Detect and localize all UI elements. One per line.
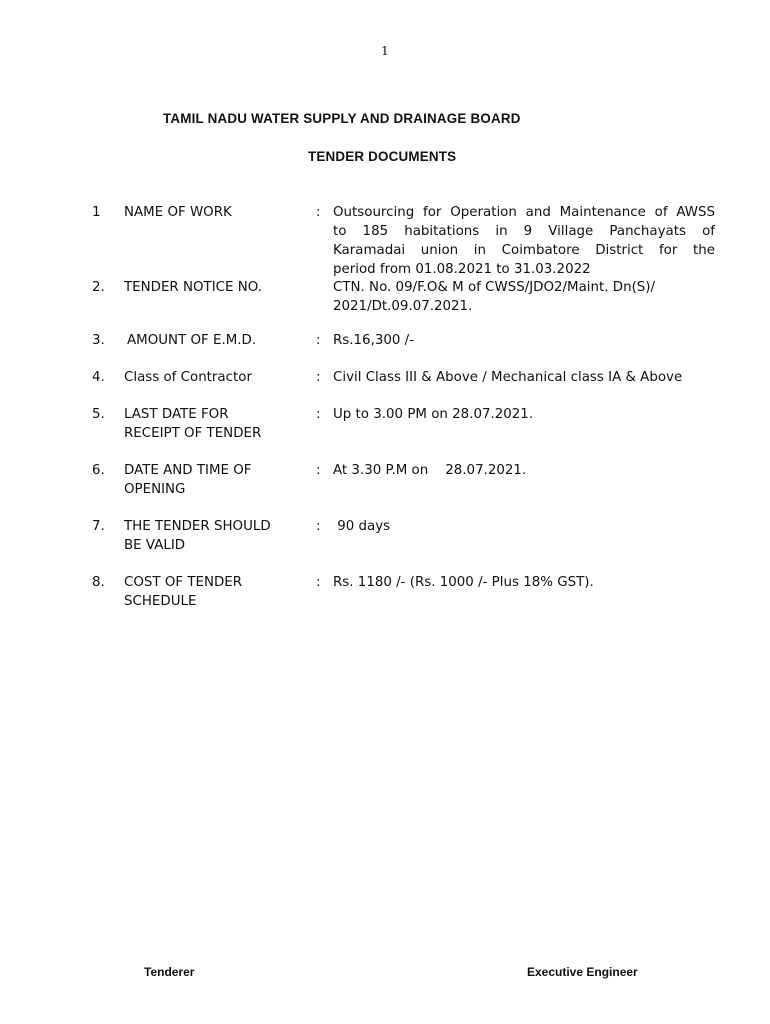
item-label: TENDER NOTICE NO. xyxy=(124,280,263,295)
item-colon: : xyxy=(316,519,321,534)
item-label: Class of Contractor xyxy=(124,370,252,385)
item-label xyxy=(124,517,304,555)
item-number: 7. xyxy=(92,519,105,534)
value-line: 2021/Dt.09.07.2021. xyxy=(333,299,473,314)
page-number: 1 xyxy=(381,44,389,58)
item-value: Rs. 1180 /- (Rs. 1000 /- Plus 18% GST). xyxy=(333,575,594,590)
item-colon: : xyxy=(316,575,321,590)
value-line: to 185 habitations in 9 Village Panchayats of xyxy=(333,224,715,239)
item-value: Up to 3.00 PM on 28.07.2021. xyxy=(333,407,534,422)
document-title: TENDER DOCUMENTS xyxy=(308,149,457,164)
item-colon: : xyxy=(316,370,321,385)
footer-tenderer: Tenderer xyxy=(144,965,195,979)
item-number: 1 xyxy=(92,205,101,220)
item-value: 90 days xyxy=(333,519,391,534)
item-number: 6. xyxy=(92,463,105,478)
item-label xyxy=(124,405,304,443)
item-colon: : xyxy=(316,205,321,220)
value-line: Outsourcing for Operation and Maintenance of AWSS xyxy=(333,205,715,220)
label-line: SCHEDULE xyxy=(124,594,197,609)
label-line: THE TENDER SHOULD xyxy=(124,519,271,534)
value-line: CTN. No. 09/F.O& M of CWSS/JDO2/Maint. Dn(S)/ xyxy=(333,280,656,295)
organization-title: TAMIL NADU WATER SUPPLY AND DRAINAGE BOARD xyxy=(163,111,521,126)
label-line: LAST DATE FOR xyxy=(124,407,229,422)
item-number: 5. xyxy=(92,407,105,422)
footer-executive-engineer: Executive Engineer xyxy=(527,965,638,979)
label-line: RECEIPT OF TENDER xyxy=(124,426,262,441)
item-colon: : xyxy=(316,463,321,478)
item-number: 3. xyxy=(92,333,105,348)
item-label: NAME OF WORK xyxy=(124,205,232,220)
value-line: Karamadai union in Coimbatore District for the xyxy=(333,243,715,258)
item-value: Civil Class III & Above / Mechanical class IA & Above xyxy=(333,370,683,385)
value-line: period from 01.08.2021 to 31.03.2022 xyxy=(333,262,591,277)
item-value: Rs.16,300 /- xyxy=(333,333,414,348)
label-line: DATE AND TIME OF xyxy=(124,463,252,478)
label-line: OPENING xyxy=(124,482,186,497)
item-label xyxy=(124,573,304,611)
item-number: 8. xyxy=(92,575,105,590)
item-value xyxy=(333,278,715,316)
label-line: BE VALID xyxy=(124,538,186,553)
item-label: AMOUNT OF E.M.D. xyxy=(127,333,257,348)
item-value: At 3.30 P.M on 28.07.2021. xyxy=(333,463,527,478)
item-number: 4. xyxy=(92,370,105,385)
item-colon: : xyxy=(316,333,321,348)
item-label xyxy=(124,461,304,499)
label-line: COST OF TENDER xyxy=(124,575,243,590)
item-value xyxy=(333,203,715,279)
item-colon: : xyxy=(316,407,321,422)
item-number: 2. xyxy=(92,280,105,295)
